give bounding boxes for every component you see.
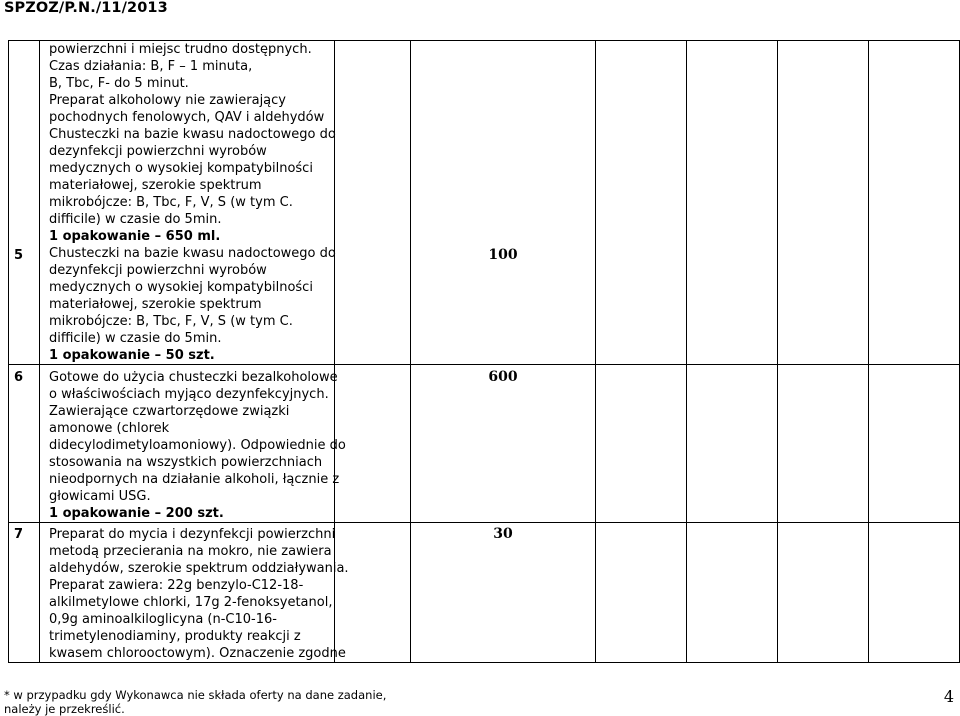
row-number: 5 [14,248,24,263]
description-line: alkilmetylowe chlorki, 17g 2-fenoksyetanol, [49,595,333,610]
description-line: trimetylenodiaminy, produkty reakcji z [49,629,301,644]
description-line: difficile) w czasie do 5min. [49,331,222,346]
description-line: głowicami USG. [49,489,151,504]
empty-cell [335,41,411,365]
empty-cell [687,365,778,523]
description-cell [40,365,346,523]
quantity-cell [411,365,596,523]
description-line: metodą przecierania na mokro, nie zawiera [49,544,332,559]
description-line: 0,9g aminoalkiloglicyna (n-C10-16- [49,612,277,627]
description-line: didecylodimetyloamoniowy). Odpowiednie do [49,438,346,453]
description-line: amonowe (chlorek [49,421,170,436]
description-line: Zawierające czwartorzędowe związki [49,404,290,419]
table-row-continued-5 [9,41,960,365]
description-line: pochodnych fenolowych, QAV i aldehydów [49,110,325,125]
empty-cell [687,41,778,365]
description-line: mikrobójcze: B, Tbc, F, V, S (w tym C. [49,314,293,329]
footer-note [4,688,386,716]
quantity-cell [411,41,596,365]
quantity-value: 30 [493,526,513,542]
description-line: nieodpornych na działanie alkoholi, łącznie z [49,472,340,487]
description-line: difficile) w czasie do 5min. [49,212,222,227]
description-line: Preparat alkoholowy nie zawierający [49,93,286,108]
table-row-6 [9,365,960,523]
document-reference: SPZOZ/P.N./11/2013 [4,0,168,16]
description-line: Gotowe do użycia chusteczki bezalkoholowe [49,370,338,385]
description-line: Preparat do mycia i dezynfekcji powierzchni [49,527,336,542]
empty-cell [596,365,687,523]
empty-cell [596,41,687,365]
description-line: medycznych o wysokiej kompatybilności [49,280,313,295]
description-line: stosowania na wszystkich powierzchniach [49,455,323,470]
description-line: dezynfekcji powierzchni wyrobów [49,263,267,278]
description-line: dezynfekcji powierzchni wyrobów [49,144,267,159]
empty-cell [335,523,411,663]
row-number-cell [9,365,40,523]
offer-table [8,40,960,663]
footer-note-line: * w przypadku gdy Wykonawca nie składa oferty na dane zadanie, [4,688,387,702]
description-line: materiałowej, szerokie spektrum [49,297,262,312]
empty-cell [778,365,869,523]
quantity-value: 600 [488,369,518,385]
row-number: 7 [14,527,24,542]
footer-note-line: należy je przekreślić. [4,702,125,716]
quantity-value: 100 [488,247,518,263]
empty-cell [869,41,960,365]
table-row-7 [9,523,960,663]
empty-cell [869,523,960,663]
empty-cell [869,365,960,523]
description-line: medycznych o wysokiej kompatybilności [49,161,313,176]
package-size: 1 opakowanie – 50 szt. [49,348,215,363]
description-line: mikrobójcze: B, Tbc, F, V, S (w tym C. [49,195,293,210]
description-line: Preparat zawiera: 22g benzylo-C12-18- [49,578,304,593]
quantity-cell [411,523,596,663]
empty-cell [778,523,869,663]
description-cell [40,41,335,365]
description-line: materiałowej, szerokie spektrum [49,178,262,193]
package-size: 1 opakowanie – 650 ml. [49,229,221,244]
empty-cell [778,41,869,365]
row-number-cell [9,523,40,663]
description-line: Chusteczki na bazie kwasu nadoctowego do [49,246,336,261]
description-line: B, Tbc, F- do 5 minut. [49,76,189,91]
page-number: 4 [943,687,954,706]
description-line: kwasem chlorooctowym). Oznaczenie zgodne [49,646,346,661]
row-number: 6 [14,370,24,385]
description-cell [40,523,349,663]
description-line: powierzchni i miejsc trudno dostępnych. [49,42,312,57]
description-line: Chusteczki na bazie kwasu nadoctowego do [49,127,336,142]
empty-cell [687,523,778,663]
package-size: 1 opakowanie – 200 szt. [49,506,224,521]
description-line: aldehydów, szerokie spektrum oddziaływania. [49,561,349,576]
empty-cell [596,523,687,663]
description-line: o właściwościach myjąco dezynfekcyjnych. [49,387,329,402]
description-line: Czas działania: B, F – 1 minuta, [49,59,253,74]
row-number-cell [9,41,40,365]
